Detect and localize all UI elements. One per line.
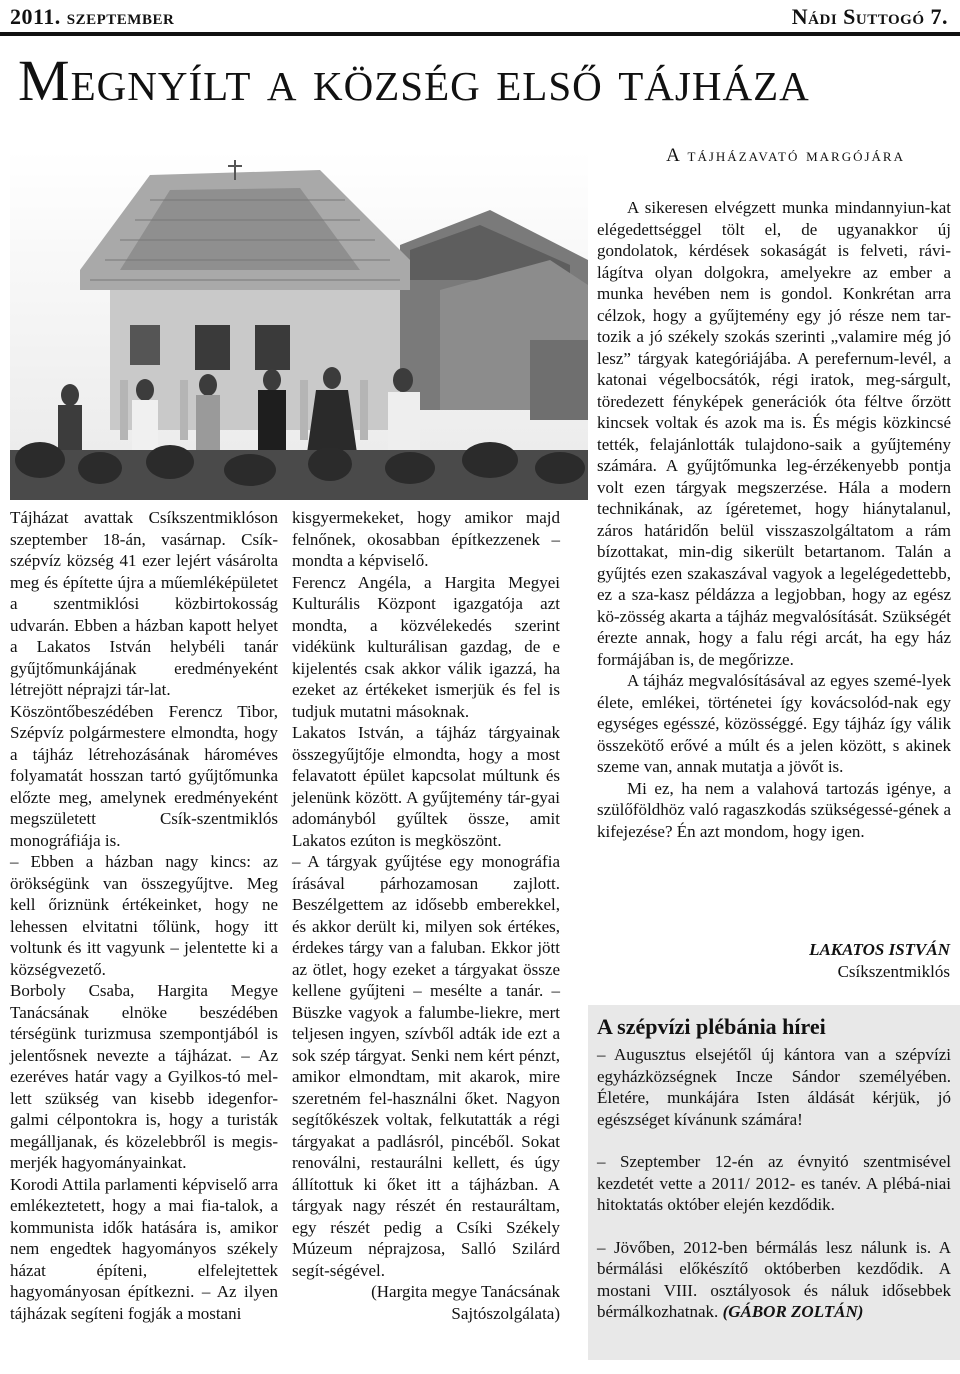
parish-news-item-3-text: – Jövőben, 2012-ben bérmálás lesz nálunk is. A bérmálási előkészítő októberben kezdődik. A mostani VIII. osztályosok és náluk idősebbek bérmálkozhatnak. (597, 1237, 951, 1321)
article-headline: Megnyílt a község első tájháza (18, 48, 810, 113)
parish-news-author: (GÁBOR ZOLTÁN) (722, 1302, 864, 1321)
col1-paragraph-1: Tájházat avattak Csíkszentmiklóson szeptember 18-án, vasárnap. Csík-szépvíz község 41 ezer lejért vásárolta meg és építette újra a műemléképületet a szentmiklósi közbirtokosság udvarán. Ebben a házban kapott helyet a Lakatos István helybéli tanár gyűjtőmunkájának eredményeként létrejött néprajzi tár-lat. (10, 508, 278, 699)
parish-news-item-1: – Augusztus elsejétől új kántora van a szépvízi egyházközségnek Incze Sándor személyében. Életére, munkájára Isten áldását kérjük, jó egészséget kívánunk számára! (597, 1045, 951, 1129)
article-photo (10, 150, 588, 500)
header-rule (0, 32, 960, 36)
article-column-2 (292, 507, 560, 1324)
article-column-1 (10, 507, 278, 1324)
photo-tajhaz-opening (10, 150, 588, 500)
parish-news-body (597, 1044, 951, 1323)
parish-news-item-2: – Szeptember 12-én az évnyitó szentmisével kezdetét vette a 2011/ 2012- es tanév. A plébá-niai hitoktatás október elején kezdődik. (597, 1152, 951, 1214)
sidebar-subhead: A tájházavató margójára (666, 145, 905, 166)
parish-news-title: A szépvízi plébánia hírei (597, 1014, 826, 1039)
col1-paragraph-5: Korodi Attila parlamenti képviselő arra emlékeztetett, hogy a mai fia-talok, a kommunista idők hatására is, amikor nem engedtek hagyományos székely házat építeni, elfelejtettek hagyományosan építkezni. – Az ilyen tájházak segíteni fogják a mostani (10, 1174, 278, 1323)
col2-paragraph-3: Lakatos István, a tájház tárgyainak összegyűjtője elmondta, hogy a most felavatott épület kapcsolat múltunk és jelenünk között. A gyűjtemény tár-gyai adományból gyűltek össze, amit Lakatos ezúton is megköszönt. (292, 723, 560, 850)
parish-news-item-3 (597, 1237, 951, 1323)
author-name: LAKATOS ISTVÁN (809, 940, 950, 959)
col2-paragraph-4: – A tárgyak gyűjtése egy monográfia írásával párhozamosan zajlott. Beszélgettem az idősebb emberekkel, és akkor derült ki, milyen sok értékes, érdekes tárgy van a faluban. Ekkor jött az ötlet, hogy ezeket a tárgyakat össze kellene gyűjteni – mesélte a tanár. – Büszke vagyok a falumbe-liekre, mert teljesen ingyen, szívből adták ide ezt a sok szép tárgyat. Senki nem kért pénzt, amikor elmondtam, mit akarok, mire szeretném fel-használni őket. Nagyon segítőkészek voltak, felkutatták a régi tárgyakat a padlásról, pincéből. Sokat renoválni, restaurálni kellett, és úgy állítottuk ki őket itt a tájházban. A tárgyak nagy részét én restauráltam, egy részét pedig a Csíki Székely Múzeum néprajzosa, Salló Szilárd segít-ségével. (292, 852, 560, 1280)
col2-paragraph-1: kisgyermekeket, hogy amikor majd felnőnek, okosabban építkezzenek – mondta a képviselő. (292, 508, 560, 570)
col3-paragraph-1: A sikeresen elvégzett munka mindannyiun-kat elégedettséggel tölt el, de ugyanakkor új gondolatok, kérdések sokaságát is felveti, rávi-lágítva olyan dolgokra, amelyekre az ember a munka hevében nem is gondol. Konkrétan arra célzok, hogy a gyűjtemény egy jó része nem tar-tozik a jó székely szokás szerinti „valamire még jó lesz” tárgyak kategóriájába. A perefernum-levél, a katonai végelbocsátók, régi iratok, meg-sárgult, töredezett fényképek generációk óta féltve őrzött kincsek voltak és azok ma is. És mégis közkincsé tették, felajánlották tulajdono-saik a gyűjtemény számára. A gyűjtőmunka leg-érzékenyebb pontja volt ezen tárgyak megszerzése. Hála a modern technikának, az ígéretemet, hogy hiánytalanul, záros határidőn belül visszaszolgáltatom a rám bízottakat, min-dig sikerült betartanom. Talán a gyűjtés ezen szakaszával vagyok a legelégedettebb, ez a sza-kasz példázza a legjobban, hogy az egész kö-zösség akarta a tájház megvalósítását. Szükségét érezte annak, hogy a falu régi arcát, ha egy ház formájában is, de megőrizze. (597, 198, 951, 669)
col3-paragraph-2: A tájház megvalósításával az egyes szemé-lyek élete, emlékei, történetei így kovácsolód-nak egy egységes egésszé, közösséggé. Egy tájház így válik összekötő erővé a múlt és a jelen között, s akinek szeme van, annak mutatja a jövőt is. (597, 671, 951, 776)
press-office-credit: (Hargita megye Tanácsának Sajtószolgálata) (371, 1282, 560, 1323)
col3-paragraph-3: Mi ez, ha nem a valahová tartozás igénye, a szülőföldhöz való ragaszkodás szükségessé-gének a kifejezése? Én azt mondom, hogy igen. (597, 778, 951, 841)
issue-date: 2011. szeptember (10, 4, 175, 29)
col1-paragraph-4: Borboly Csaba, Hargita Megye Tanácsának elnöke beszédében térségünk turizmusa szempontjából is jelentősnek nevezte a tájházat. – Az ezeréves határ vagy a Gyilkos-tó mel-lett szükség van kisebb idegenfor-galmi célpontokra is, hogy a turisták megálljanak, és közelebbről is megis-merjék hagyományainkat. (10, 981, 278, 1172)
author-location: Csíkszentmiklós (837, 962, 950, 981)
sidebar-article-column (597, 197, 951, 842)
publication-page: Nádi Suttogó 7. (791, 4, 948, 29)
col1-paragraph-2: Köszöntőbeszédében Ferencz Tibor, Szépvíz polgármestere elmondta, hogy a tájház létrehozásának hároméves folyamatát hosszan tartó gyűjtőmunka előzte meg, amelynek eredményeként megszületett Csík-szentmiklós monográfiája is. (10, 701, 278, 850)
col2-paragraph-2: Ferencz Angéla, a Hargita Megyei Kulturális Központ igazgatója azt mondta, a közvélekedés szerint vidékünk kulturálisan gazdag, de e kijelentés csak akkor válik igazzá, ha ezeket az értékeket ismerjük és fel is tudjuk mutatni másoknak. (292, 572, 560, 721)
col1-paragraph-3: – Ebben a házban nagy kincs: az örökségünk van összegyűjtve. Meg kell őriznünk értékeinket, hogy ne lehessen elvitatni tőlünk, hogy itt voltunk és itt vagyunk – jelentette ki a községvezető. (10, 852, 278, 979)
